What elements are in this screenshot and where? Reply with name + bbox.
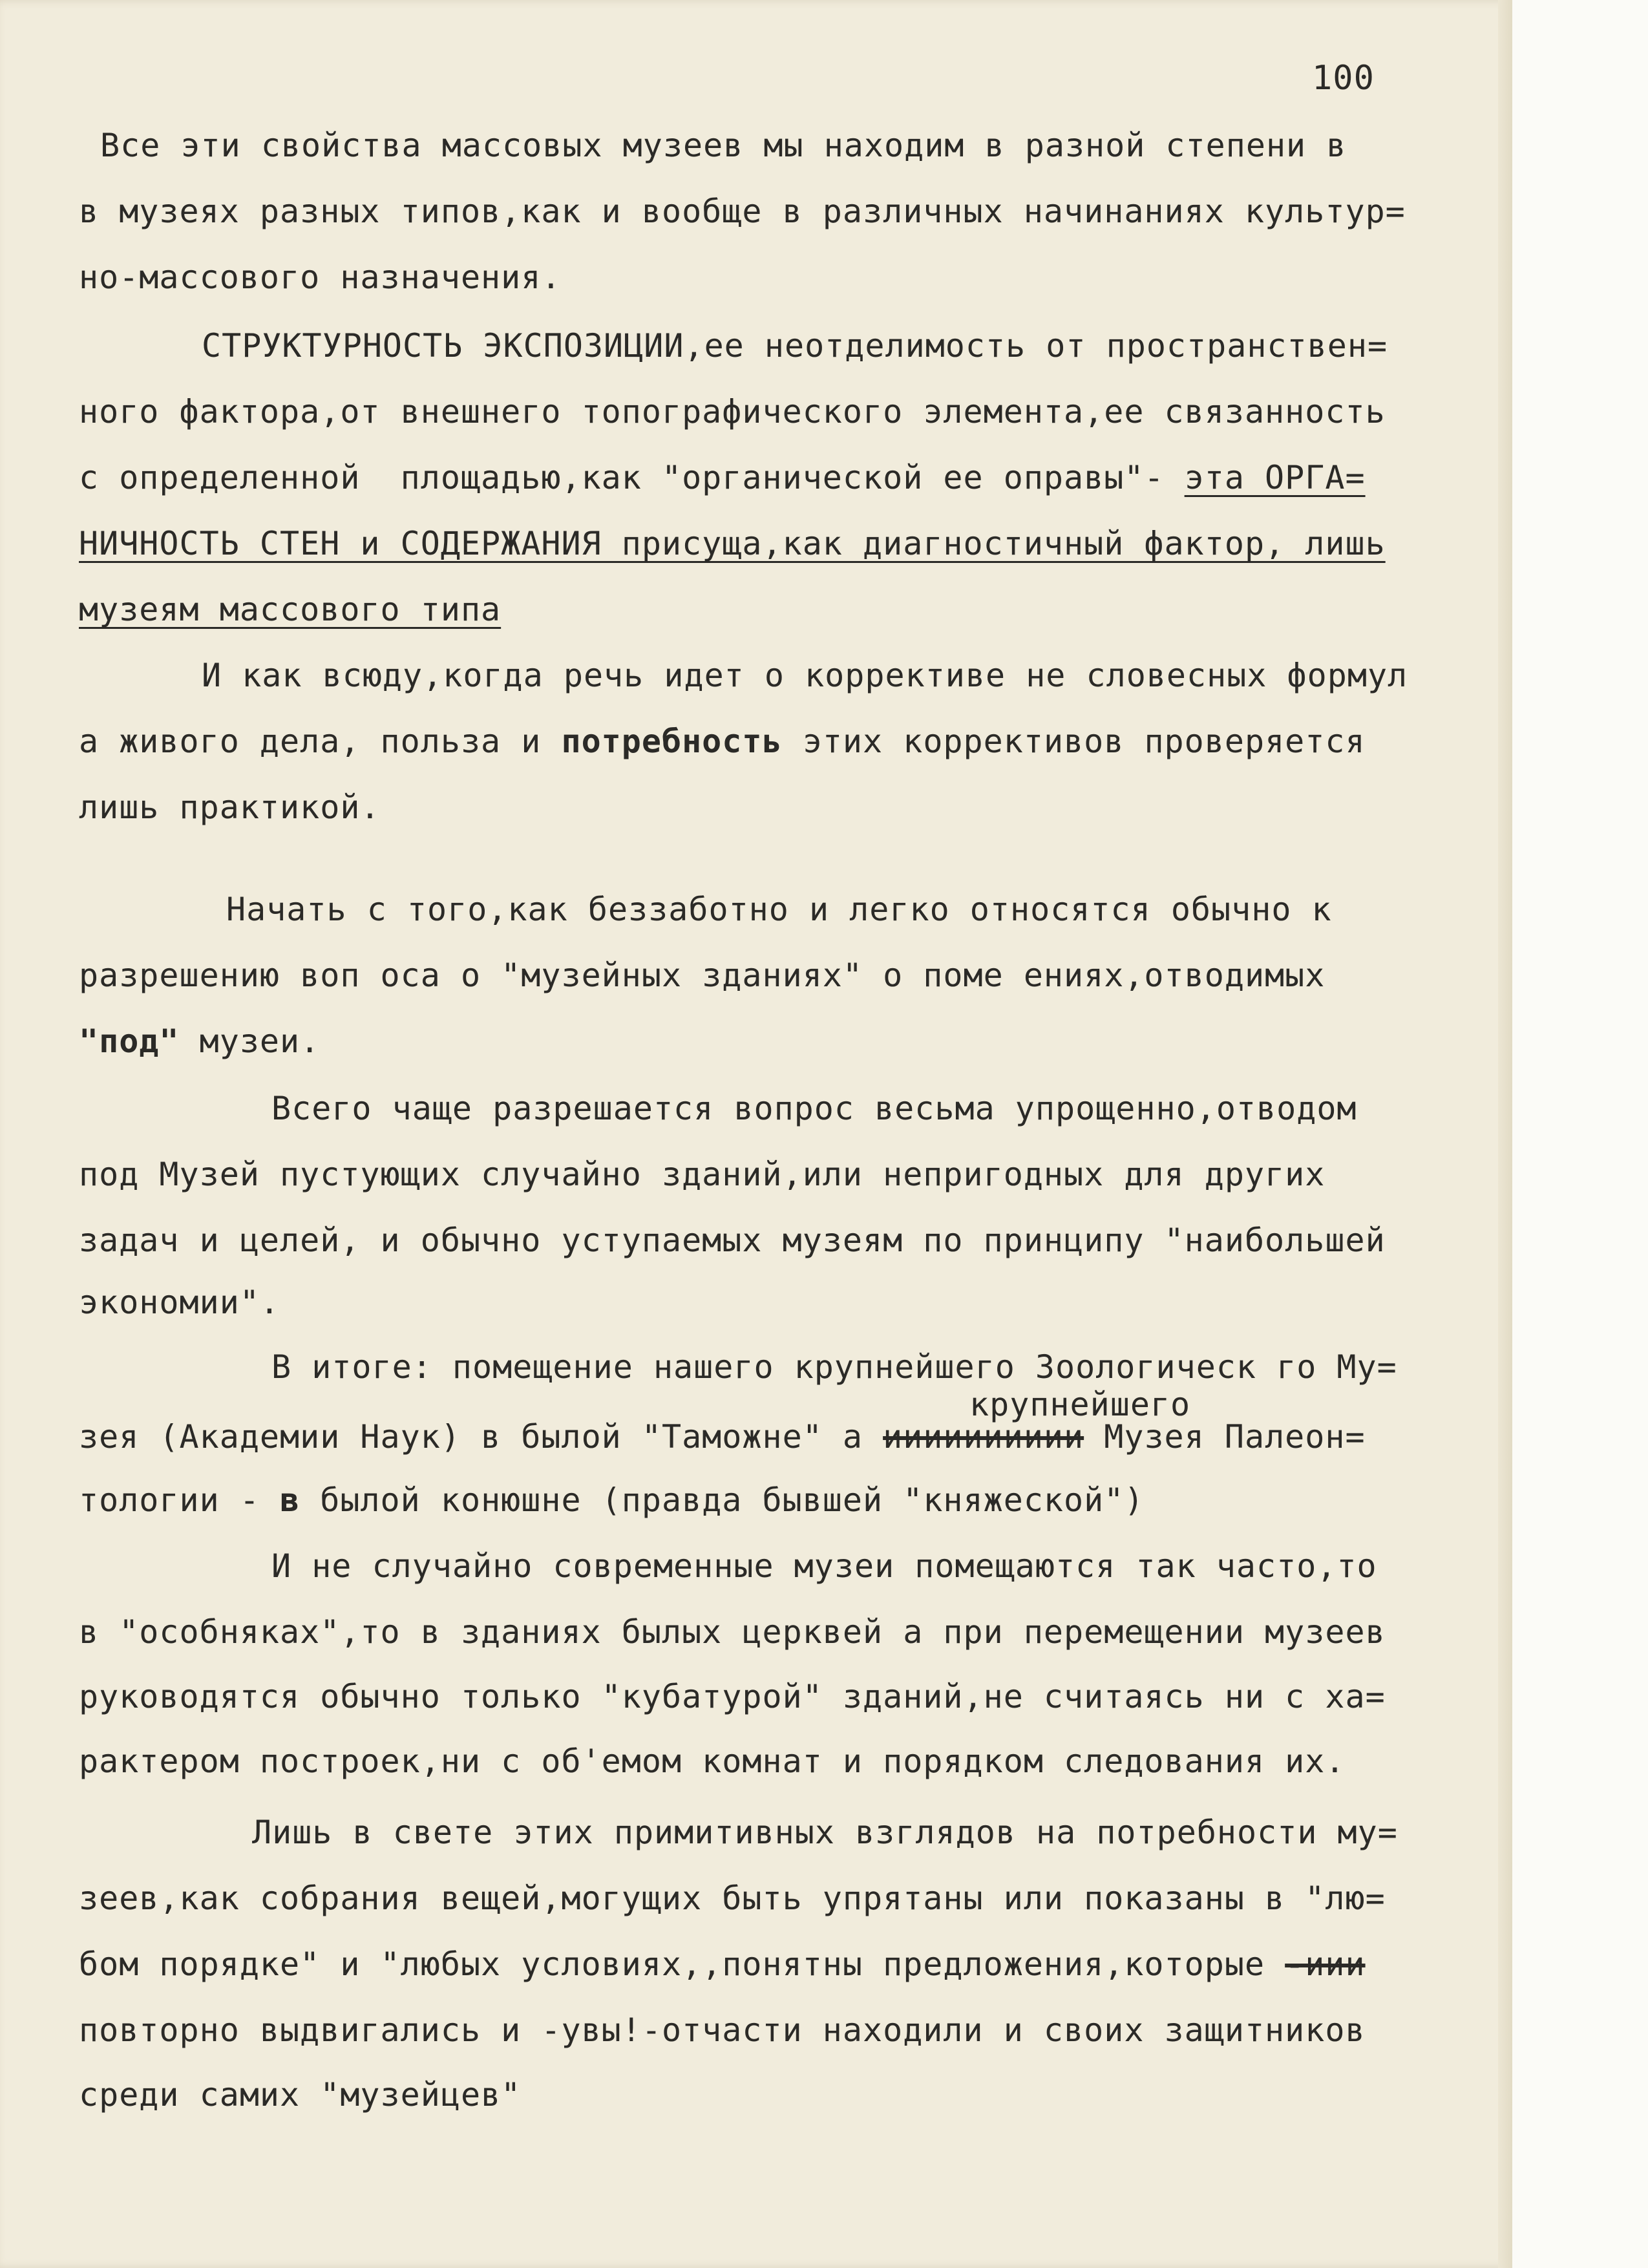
text-line-3: но-массового назначения. [79, 259, 562, 296]
text-line-10: И как всюду,когда речь идет о коррективе не словесных формул [202, 657, 1408, 694]
text-line-25: руководятся обычно только "кубатурой" зданий,не считаясь ни с ха= [79, 1678, 1386, 1715]
struck-out-fragment: -иии [1285, 1945, 1366, 1983]
text-line-31: среди самих "музейцев" [79, 2076, 522, 2114]
text-line-22-end: былой конюшне (правда бывшей "княжеской") [300, 1481, 1145, 1519]
text-line-29-start: бом порядке" и "любых условиях,,понятны предложения,которые [79, 1945, 1285, 1983]
text-line-1: Все эти свойства массовых музеев мы находим в разной степени в [100, 127, 1347, 164]
text-line-23: И не случайно современные музеи помещаются так часто,то [271, 1547, 1377, 1585]
text-line-28: зеев,как собрания вещей,могущих быть упрятаны или показаны в "лю= [79, 1880, 1386, 1917]
text-line-22-start: тологии - [79, 1481, 280, 1519]
text-line-21-end: Музея Палеон= [1084, 1418, 1366, 1456]
text-line-29 [79, 1945, 1366, 1983]
text-line-11-start: а живого дела, польза и [79, 723, 562, 760]
text-line-2: в музеях разных типов,как и вообще в различных начинаниях культур= [79, 193, 1406, 230]
text-line-6 [79, 461, 1366, 494]
text-line-19: экономии". [79, 1284, 280, 1321]
text-line-4: СТРУКТУРНОСТЬ ЭКСПОЗИЦИИ,ее неотделимость от пространствен= [202, 327, 1388, 365]
text-line-20: В итоге: помещение нашего крупнейшего Зоологическ го Му= [271, 1348, 1397, 1386]
overtyped-word: потребность [561, 723, 783, 760]
text-line-24: в "особняках",то в зданиях былых церквей а при перемещении музеев [79, 1613, 1386, 1651]
text-line-30: повторно выдвигались и -увы!-отчасти находили и своих защитников [79, 2011, 1366, 2049]
text-line-26: рактером построек,ни с об'емом комнат и порядком следования их. [79, 1743, 1346, 1780]
text-line-12: лишь практикой. [79, 789, 381, 826]
text-line-14: разрешению воп оса о "музейных зданиях" о поме ениях,отводимых [79, 957, 1326, 994]
text-line-17: под Музей пустующих случайно зданий,или непригодных для других [79, 1156, 1326, 1193]
text-line-11-end: этих коррективов проверяется [782, 723, 1366, 760]
underlined-emphasis-line: НИЧНОСТЬ СТЕН и СОДЕРЖАНИЯ присуща,как диагностичный фактор, лишь [79, 525, 1386, 562]
text-line-11 [79, 725, 1366, 758]
text-line-15 [79, 1023, 321, 1060]
struck-out-word: ииииииииии [883, 1418, 1084, 1456]
underlined-emphasis-end: музеям массового типа [79, 591, 502, 628]
text-line-6-plain: с определенной площадью,как "органической ее оправы"- [79, 459, 1185, 496]
paper-edge [1498, 0, 1512, 2268]
overtyped-quote: "под" [79, 1023, 180, 1060]
text-line-18: задач и целей, и обычно уступаемых музеям по принципу "наибольшей [79, 1222, 1386, 1259]
text-line-5: ного фактора,от внешнего топографического элемента,ее связанность [79, 393, 1386, 430]
overtyped-letter: в [280, 1481, 301, 1519]
text-line-13: Начать с того,как беззаботно и легко относятся обычно к [226, 891, 1332, 928]
text-line-16: Всего чаще разрешается вопрос весьма упрощенно,отводом [271, 1090, 1357, 1127]
text-line-15-end: музеи. [179, 1023, 321, 1060]
text-line-27: Лишь в свете этих примитивных взглядов на потребности му= [252, 1814, 1398, 1851]
inserted-word: крупнейшего [969, 1386, 1191, 1423]
underlined-emphasis-start: эта ОРГА= [1184, 459, 1366, 496]
page-number: 100 [1312, 59, 1375, 98]
text-line-22 [79, 1481, 1145, 1519]
text-line-21 [79, 1418, 1366, 1456]
text-line-21-start: зея (Академии Наук) в былой "Таможне" а [79, 1418, 883, 1456]
